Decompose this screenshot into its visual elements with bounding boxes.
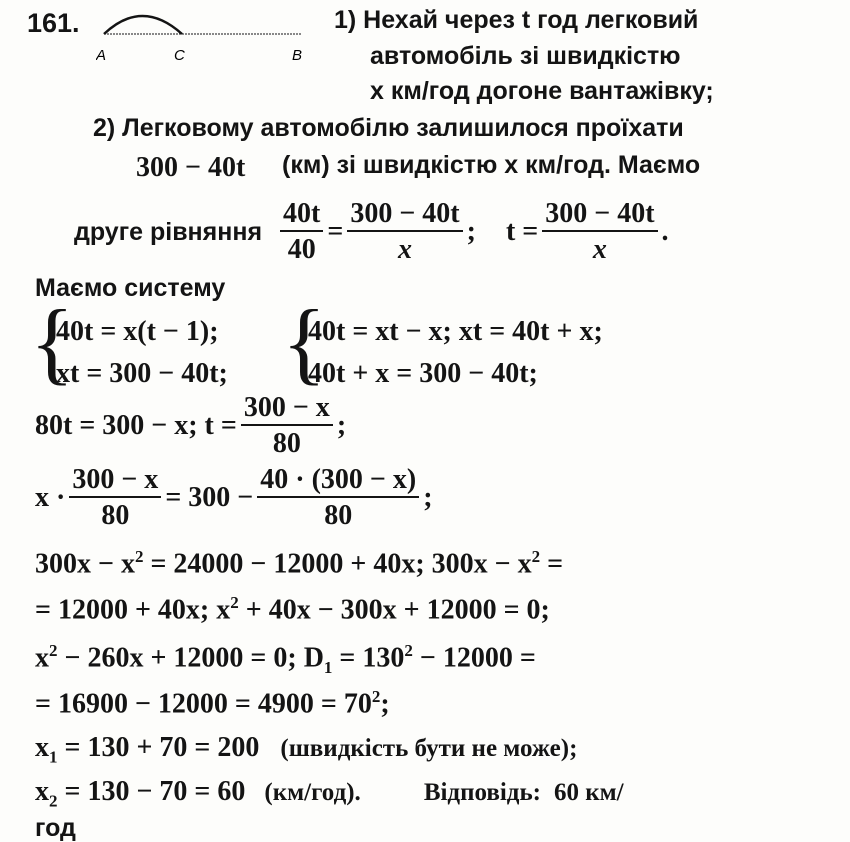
denominator: x [592, 234, 607, 265]
fraction-40t-40 [280, 200, 323, 264]
line-substitution: x · $\frac{300 - x}{80}$ = 300 − $\frac{40 \cdot (300 - x)}{80}$ ; [35, 464, 433, 531]
point-c-label: C [174, 47, 185, 64]
numerator: 300 − 40t [542, 200, 657, 232]
fraction-40-300-x-80 [257, 466, 419, 530]
line-expand: $300x - x^2 = 24000 - 12000 + 40x$; $300x - x^2$ = [35, 547, 564, 580]
root1-line: $x_1 = 130 + 70 = 200$ (швидкість бути не може); [35, 732, 578, 767]
middle: = 300 − [165, 482, 254, 513]
second-equation-label: друге рівняння [74, 217, 263, 246]
denominator: 80 [101, 500, 130, 531]
system1-eq2: xt = 300 − 40t; [56, 358, 228, 389]
second-equation-row: друге рівняння $\frac{40t}{40}$ = $\frac{300 - 40t}{x}$ ; t = $\frac{300 - 40t}{x}$ . [74, 198, 669, 265]
line-result: = $16900 - 12000 = 4900 = 70^2$; [35, 687, 390, 720]
line-quadratic: = 12000 + 40x; $x^2 + 40x - 300x + 12000 = 0$; [35, 593, 550, 626]
t-equals: t = [505, 216, 539, 247]
numerator: 40t [280, 200, 323, 232]
segment-diagram [96, 6, 326, 66]
fraction-300-x-80 [241, 394, 333, 458]
answer-label: Відповідь: [423, 779, 541, 806]
denominator: 80 [272, 428, 301, 459]
step2-expression: 300 − 40t [136, 152, 246, 183]
line-discriminant: $x^2 - 260x + 12000 = 0$; $D_1 = 130^2 - 12000$ = [35, 641, 536, 677]
fraction-300-x-80-a [69, 466, 161, 530]
answer-value: 60 км/ [554, 779, 624, 806]
numerator: 300 − x [69, 466, 161, 498]
system-label: Маємо систему [35, 274, 226, 302]
root1-note: (швидкість бути не може); [280, 735, 578, 762]
system2-eq2: 40t + x = 300 − 40t; [308, 358, 538, 389]
system1-brace: { [30, 291, 75, 393]
numerator: 300 − 40t [347, 200, 462, 232]
system2-brace: { [282, 291, 327, 393]
root2-unit: (км/год). [264, 779, 361, 806]
line-80t: 80t = 300 − x; t = $\frac{300 - x}{80}$ ; [35, 392, 347, 459]
denominator: 40 [287, 234, 316, 265]
numerator: 40 · (300 − x) [257, 466, 419, 498]
denominator: x [397, 234, 412, 265]
step1-line3: x км/год догоне вантажівку; [370, 77, 714, 105]
problem-number: 161. [27, 8, 80, 38]
step2-line2: (км) зі швидкістю x км/год. Маємо [282, 151, 701, 179]
step1-line1: 1) Нехай через t год легковий [334, 6, 699, 34]
step2-line1: 2) Легковому автомобілю залишилося проїхати [93, 114, 684, 142]
fraction-t [542, 200, 657, 264]
system2-eq1: 40t = xt − x; xt = 40t + x; [308, 316, 603, 347]
system1-eq1: 40t = x(t − 1); [56, 316, 219, 347]
root2-line: $x_2 = 130 - 70 = 60$ (км/год). Відповідь: 60 км/ [35, 776, 624, 811]
lead: x · [35, 482, 66, 513]
step1-line2: автомобіль зі швидкістю [370, 42, 681, 70]
final-unit: год [35, 814, 76, 842]
numerator: 300 − x [241, 394, 333, 426]
denominator: 80 [324, 500, 353, 531]
point-b-label: B [292, 47, 303, 64]
expression: 80t = 300 − x; t = [35, 410, 237, 441]
fraction-300-40t-x [347, 200, 462, 264]
arc-ac [104, 16, 182, 34]
point-a-label: A [96, 47, 107, 64]
